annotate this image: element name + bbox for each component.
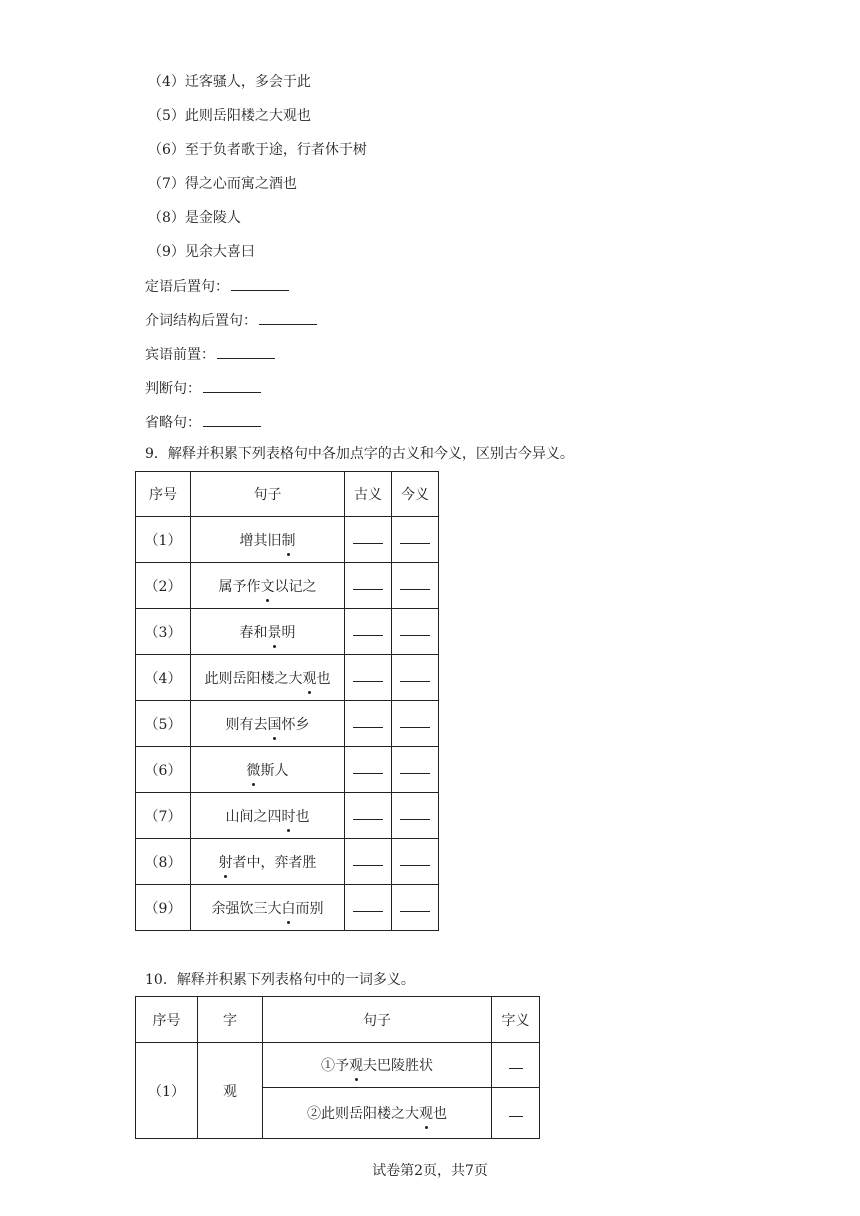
header-number: 序号 — [136, 472, 191, 517]
ancient-meaning-cell[interactable] — [345, 517, 392, 563]
sentence-pre: 春和 — [239, 624, 268, 641]
answer-blank[interactable] — [353, 811, 383, 820]
sentence-pre: ②此则岳阳楼之大 — [307, 1106, 419, 1122]
category-label: 介词结构后置句： — [145, 313, 257, 329]
row-sentence — [191, 563, 345, 609]
sentence-7: （7）得之心而寓之酒也 — [148, 176, 297, 192]
row-sentence — [191, 655, 345, 701]
answer-blank[interactable] — [400, 535, 430, 544]
sentence-post: 夫巴陵胜状 — [363, 1058, 433, 1074]
sentence-pre: 此则岳阳楼之大 — [204, 670, 303, 687]
category-label: 定语后置句： — [145, 279, 229, 295]
sentence-8: （8）是金陵人 — [148, 210, 241, 226]
category-label: 宾语前置： — [145, 347, 215, 363]
modern-meaning-cell[interactable] — [392, 839, 439, 885]
sentence-pre: 山间之四 — [225, 808, 282, 825]
sentence-post: 怀乡 — [281, 716, 310, 733]
q10-table — [135, 996, 540, 1139]
row-number: （9） — [136, 885, 191, 931]
meaning-cell[interactable] — [492, 1043, 540, 1088]
ancient-meaning-cell[interactable] — [345, 885, 392, 931]
header-modern-meaning: 今义 — [392, 472, 439, 517]
dotted-character: 射 — [219, 852, 233, 872]
answer-blank[interactable] — [400, 719, 430, 728]
dotted-character: 观 — [419, 1103, 433, 1123]
answer-blank[interactable] — [203, 412, 261, 427]
row-character: 观 — [198, 1043, 263, 1139]
meaning-cell[interactable] — [492, 1088, 540, 1139]
q9-table — [135, 471, 439, 931]
sentence-post: 而别 — [295, 900, 324, 917]
row-sentence — [191, 793, 345, 839]
table-row — [136, 563, 439, 609]
ancient-meaning-cell[interactable] — [345, 701, 392, 747]
sentence-post: 斯人 — [260, 762, 289, 779]
table-row — [136, 1043, 540, 1088]
category-judgment — [145, 378, 261, 399]
ancient-meaning-cell[interactable] — [345, 793, 392, 839]
table-row — [136, 517, 439, 563]
sentence-post: 明 — [281, 624, 296, 641]
table-row — [136, 609, 439, 655]
sentence-4: （4）迁客骚人，多会于此 — [148, 74, 311, 90]
modern-meaning-cell[interactable] — [392, 609, 439, 655]
answer-blank[interactable] — [400, 857, 430, 866]
answer-blank[interactable] — [259, 310, 317, 325]
row-number: （2） — [136, 563, 191, 609]
header-number: 序号 — [136, 997, 198, 1043]
header-ancient-meaning: 古义 — [345, 472, 392, 517]
dotted-character: 微 — [247, 760, 261, 780]
row-number: （5） — [136, 701, 191, 747]
row-sentence — [191, 701, 345, 747]
sentence-post: 也 — [433, 1106, 447, 1122]
answer-blank[interactable] — [400, 765, 430, 774]
answer-blank[interactable] — [509, 1060, 523, 1069]
category-ellipsis — [145, 412, 261, 433]
table-header-row — [136, 472, 439, 517]
table-row — [136, 793, 439, 839]
row-sentence — [191, 747, 345, 793]
ancient-meaning-cell[interactable] — [345, 839, 392, 885]
sentence-pre: 则有去 — [225, 716, 268, 733]
answer-blank[interactable] — [353, 765, 383, 774]
category-label: 判断句： — [145, 381, 201, 397]
sentence-post: 者中，弈者胜 — [232, 854, 317, 871]
header-character: 字 — [198, 997, 263, 1043]
answer-blank[interactable] — [353, 857, 383, 866]
question-9-title: 9．解释并积累下列表格句中各加点字的古义和今义，区别古今异义。 — [145, 446, 574, 462]
answer-blank[interactable] — [353, 673, 383, 682]
answer-blank[interactable] — [400, 627, 430, 636]
sentence-pre: 增其旧 — [239, 532, 282, 549]
header-meaning: 字义 — [492, 997, 540, 1043]
dotted-character: 时 — [282, 806, 296, 826]
table-row — [136, 701, 439, 747]
row-sentence — [191, 517, 345, 563]
dotted-character: 观 — [349, 1055, 363, 1075]
dotted-character: 景 — [268, 622, 282, 642]
ancient-meaning-cell[interactable] — [345, 563, 392, 609]
sentence-6: （6）至于负者歌于途，行者休于树 — [148, 142, 367, 158]
header-sentence: 句子 — [263, 997, 492, 1043]
sentence-pre: ①予 — [321, 1058, 349, 1074]
answer-blank[interactable] — [400, 581, 430, 590]
ancient-meaning-cell[interactable] — [345, 609, 392, 655]
ancient-meaning-cell[interactable] — [345, 655, 392, 701]
sentence-9: （9）见余大喜曰 — [148, 244, 255, 260]
answer-blank[interactable] — [400, 903, 430, 912]
modern-meaning-cell[interactable] — [392, 517, 439, 563]
row-number: （8） — [136, 839, 191, 885]
table-row — [136, 839, 439, 885]
ancient-meaning-cell[interactable] — [345, 747, 392, 793]
table-row — [136, 885, 439, 931]
row-sentence — [191, 609, 345, 655]
answer-blank[interactable] — [353, 903, 383, 912]
dotted-character: 制 — [282, 530, 296, 550]
row-sentence-1 — [263, 1043, 492, 1088]
answer-blank[interactable] — [353, 581, 383, 590]
answer-blank[interactable] — [353, 627, 383, 636]
header-sentence: 句子 — [191, 472, 345, 517]
dotted-character: 观 — [303, 668, 317, 688]
answer-blank[interactable] — [400, 673, 430, 682]
modern-meaning-cell[interactable] — [392, 793, 439, 839]
row-number: （1） — [136, 517, 191, 563]
answer-blank[interactable] — [509, 1108, 523, 1117]
modern-meaning-cell[interactable] — [392, 655, 439, 701]
row-number: （1） — [136, 1043, 198, 1139]
sentence-post: 也 — [316, 670, 331, 687]
modern-meaning-cell[interactable] — [392, 701, 439, 747]
sentence-post: 也 — [295, 808, 310, 825]
category-label: 省略句： — [145, 415, 201, 431]
sentence-post: 以记之 — [274, 578, 317, 595]
row-sentence — [191, 885, 345, 931]
dotted-character: 白 — [282, 898, 296, 918]
answer-blank[interactable] — [203, 378, 261, 393]
sentence-pre: 属予作 — [218, 578, 261, 595]
table-row — [136, 747, 439, 793]
modern-meaning-cell[interactable] — [392, 747, 439, 793]
category-attributive — [145, 276, 289, 297]
answer-blank[interactable] — [231, 276, 289, 291]
modern-meaning-cell[interactable] — [392, 563, 439, 609]
row-number: （7） — [136, 793, 191, 839]
row-sentence — [191, 839, 345, 885]
sentence-pre: 余强饮三大 — [211, 900, 282, 917]
answer-blank[interactable] — [400, 811, 430, 820]
dotted-character: 国 — [268, 714, 282, 734]
answer-blank[interactable] — [353, 535, 383, 544]
table-header-row — [136, 997, 540, 1043]
row-number: （6） — [136, 747, 191, 793]
modern-meaning-cell[interactable] — [392, 885, 439, 931]
question-10-title: 10．解释并积累下列表格句中的一词多义。 — [145, 972, 415, 988]
page-footer: 试卷第2页，共7页 — [372, 1163, 488, 1179]
row-number: （4） — [136, 655, 191, 701]
table-row — [136, 655, 439, 701]
answer-blank[interactable] — [217, 344, 275, 359]
sentence-5: （5）此则岳阳楼之大观也 — [148, 108, 311, 124]
row-sentence-2 — [263, 1088, 492, 1139]
category-prepositional — [145, 310, 317, 331]
row-number: （3） — [136, 609, 191, 655]
answer-blank[interactable] — [353, 719, 383, 728]
dotted-character: 文 — [261, 576, 275, 596]
category-object-fronting — [145, 344, 275, 365]
